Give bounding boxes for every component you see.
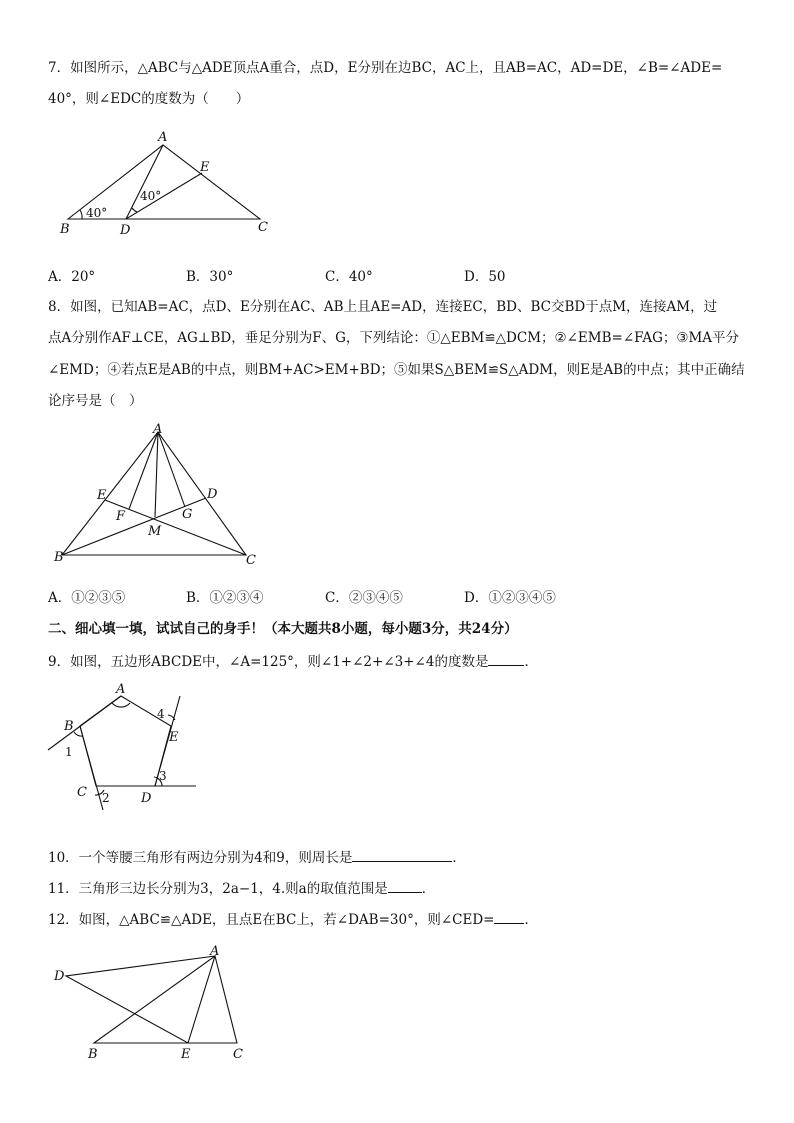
- q9-label-b: B: [64, 719, 74, 734]
- q9-angle-2-label: 2: [102, 791, 110, 805]
- q12-figure: [50, 938, 260, 1068]
- q7-label-e: E: [200, 160, 210, 175]
- q8-segment-ce: [105, 500, 246, 555]
- q9-label-c: C: [77, 785, 87, 800]
- q7-label-c: C: [258, 220, 268, 235]
- q9-label-e: E: [169, 730, 179, 745]
- q9-text: [48, 650, 538, 670]
- q10-text-after: ．: [452, 850, 466, 866]
- q7-angle-d-arc: [132, 208, 137, 212]
- q11-answer-blank[interactable]: [388, 880, 422, 893]
- q7-text-line1: 7．如图所示，△ABC与△ADE顶点A重合，点D，E分别在边BC，AC上，且AB=AC，AD=DE，∠B=∠ADE=: [48, 60, 723, 76]
- q8-label-a: A: [153, 422, 163, 437]
- q7-option-c[interactable]: C．40°: [325, 269, 373, 285]
- q12-text-after: ．: [524, 912, 538, 928]
- q8-label-e: E: [97, 488, 107, 503]
- q7-option-d[interactable]: D．50: [464, 269, 506, 285]
- q8-text-line2: 点A分别作AF⊥CE，AG⊥BD，垂足分别为F、G，下列结论：①△EBM≌△DCM；②∠EMB=∠FAG；③MA平分: [48, 330, 740, 346]
- q7-label-b: B: [60, 222, 70, 237]
- q10-text-before: 10．一个等腰三角形有两边分别为4和9，则周长是: [48, 850, 353, 866]
- q7-angle-b-label: 40°: [86, 206, 108, 220]
- q9-text-after: ．: [524, 654, 538, 670]
- q12-triangle-ade: [66, 956, 215, 1043]
- q12-label-b: B: [88, 1047, 98, 1062]
- q8-option-a[interactable]: A．①②③⑤: [48, 590, 126, 606]
- q9-text-before: 9．如图，五边形ABCDE中，∠A=125°，则∠1+∠2+∠3+∠4的度数是: [48, 654, 489, 670]
- q10-text: [48, 846, 466, 866]
- q7-label-d: D: [120, 223, 131, 238]
- q8-option-d[interactable]: D．①②③④⑤: [464, 590, 556, 606]
- q10-answer-blank[interactable]: [352, 849, 452, 862]
- q11-text-after: ．: [421, 881, 436, 897]
- q9-figure: [44, 678, 209, 833]
- q8-text-line4: 论序号是（ ）: [48, 393, 143, 409]
- q8-label-g: G: [182, 507, 193, 522]
- q8-label-f: F: [116, 509, 126, 524]
- q12-label-c: C: [233, 1047, 243, 1062]
- q7-option-b[interactable]: B．30°: [186, 269, 234, 285]
- q9-label-a: A: [116, 682, 126, 697]
- q7-option-a[interactable]: A．20°: [48, 269, 96, 285]
- q9-label-d: D: [141, 791, 152, 806]
- q8-option-b[interactable]: B．①②③④: [186, 590, 264, 606]
- q9-angle-3-label: 3: [159, 769, 167, 783]
- q8-label-c: C: [246, 553, 256, 568]
- q8-label-m: M: [148, 524, 162, 539]
- q8-label-b: B: [54, 550, 64, 565]
- q7-label-a: A: [158, 130, 168, 145]
- q7-angle-b-arc: [80, 210, 82, 219]
- q7-text-line2: 40°，则∠EDC的度数为（ ）: [48, 91, 250, 107]
- q8-text-line1: 8．如图，已知AB=AC，点D、E分别在AC、AB上且AE=AD，连接EC，BD、BC交BD于点M，连接AM，过: [48, 299, 718, 315]
- q12-label-a: A: [210, 944, 220, 959]
- q12-label-d: D: [54, 969, 65, 984]
- q12-answer-blank[interactable]: [494, 911, 524, 924]
- q8-segment-af: [129, 432, 158, 509]
- q8-label-d: D: [207, 487, 218, 502]
- q9-angle-4-label: 4: [157, 707, 165, 721]
- q7-angle-d-label: 40°: [140, 189, 162, 203]
- q8-segment-am: [155, 432, 158, 517]
- q12-text: [48, 908, 538, 928]
- q9-angle-a-arc: [112, 703, 130, 707]
- q12-label-e: E: [181, 1047, 191, 1062]
- q9-angle-1-label: 1: [65, 745, 73, 759]
- q8-option-c[interactable]: C．②③④⑤: [325, 590, 403, 606]
- q9-answer-blank[interactable]: [488, 653, 524, 666]
- section-2-title: 二、细心填一填，试试自己的身手！（本大题共8小题，每小题3分，共24分）: [48, 621, 518, 637]
- q8-segment-ag: [158, 432, 185, 507]
- q12-text-before: 12．如图，△ABC≌△ADE，且点E在BC上，若∠DAB=30°，则∠CED=: [48, 912, 495, 928]
- q8-text-line3: ∠EMD；④若点E是AB的中点，则BM+AC>EM+BD；⑤如果S△BEM≌S△ADM，则E是AB的中点；其中正确结: [48, 362, 745, 378]
- q11-text: [48, 877, 435, 897]
- q11-text-before: 11．三角形三边长分别为3，2a−1，4.则a的取值范围是: [48, 881, 388, 897]
- q8-figure: [52, 420, 267, 570]
- q7-figure: [50, 128, 280, 238]
